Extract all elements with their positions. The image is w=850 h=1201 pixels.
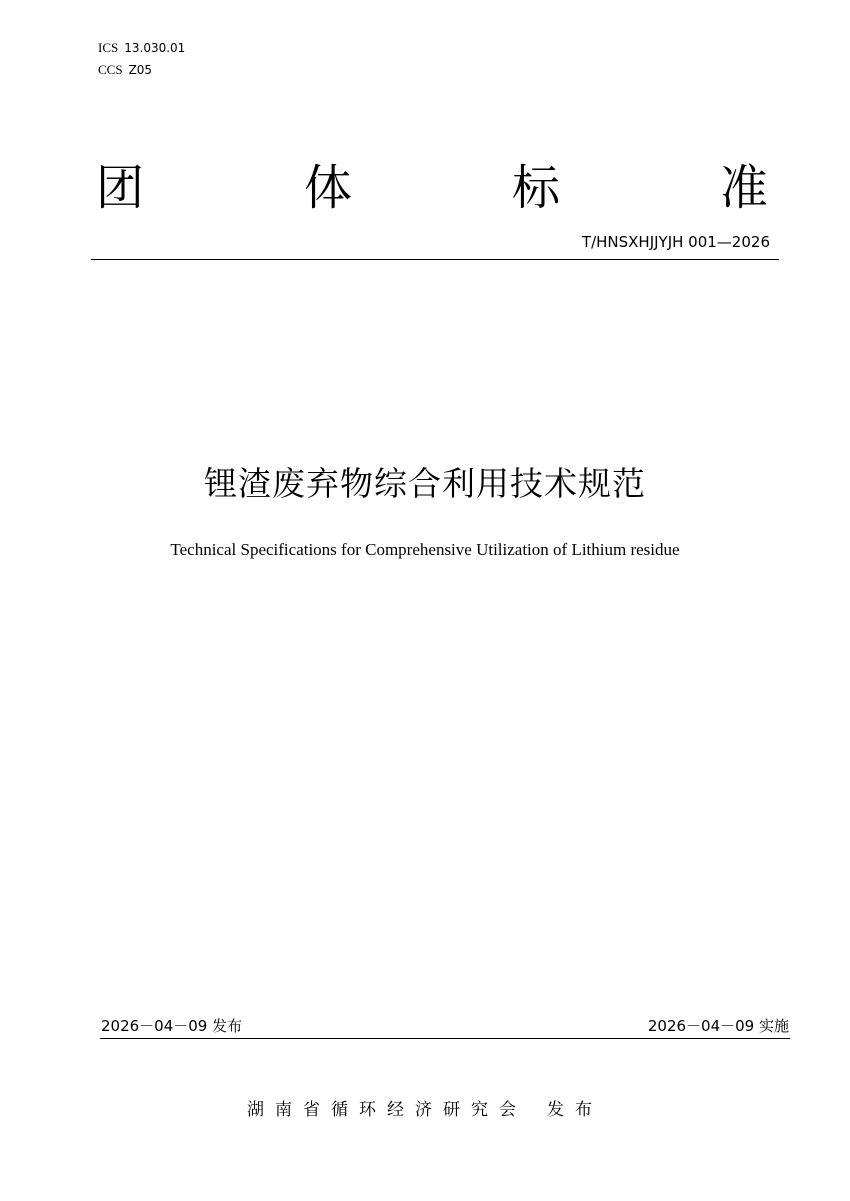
ics-label: ICS: [98, 40, 119, 55]
publisher-line: [0, 1098, 850, 1122]
ccs-value: Z05: [128, 63, 153, 77]
standard-number: T/HNSXHJJYJH 001—2026: [581, 233, 770, 251]
standard-type-char: 标: [511, 160, 560, 216]
publisher-action: 发布: [547, 1100, 603, 1120]
header-divider: [91, 259, 779, 260]
ccs-code: [98, 63, 152, 77]
standard-type-char: 准: [719, 160, 768, 216]
document-title-chinese: 锂渣废弃物综合利用技术规范: [204, 464, 646, 503]
implementation-date: 2026－04－09 实施: [647, 1017, 789, 1035]
ics-code: [98, 41, 185, 55]
ccs-label: CCS: [98, 62, 123, 77]
issue-date: 2026－04－09 发布: [101, 1017, 243, 1035]
standard-type-char: 团: [96, 160, 145, 216]
ics-value: 13.030.01: [124, 41, 186, 55]
footer-divider: [100, 1038, 790, 1039]
document-title-english: Technical Specifications for Comprehensive Utilization of Lithium residue: [170, 540, 680, 559]
publisher-organization: 湖南省循环经济研究会: [247, 1100, 527, 1120]
standard-type-char: 体: [303, 160, 352, 216]
standard-type-heading: [96, 158, 768, 218]
